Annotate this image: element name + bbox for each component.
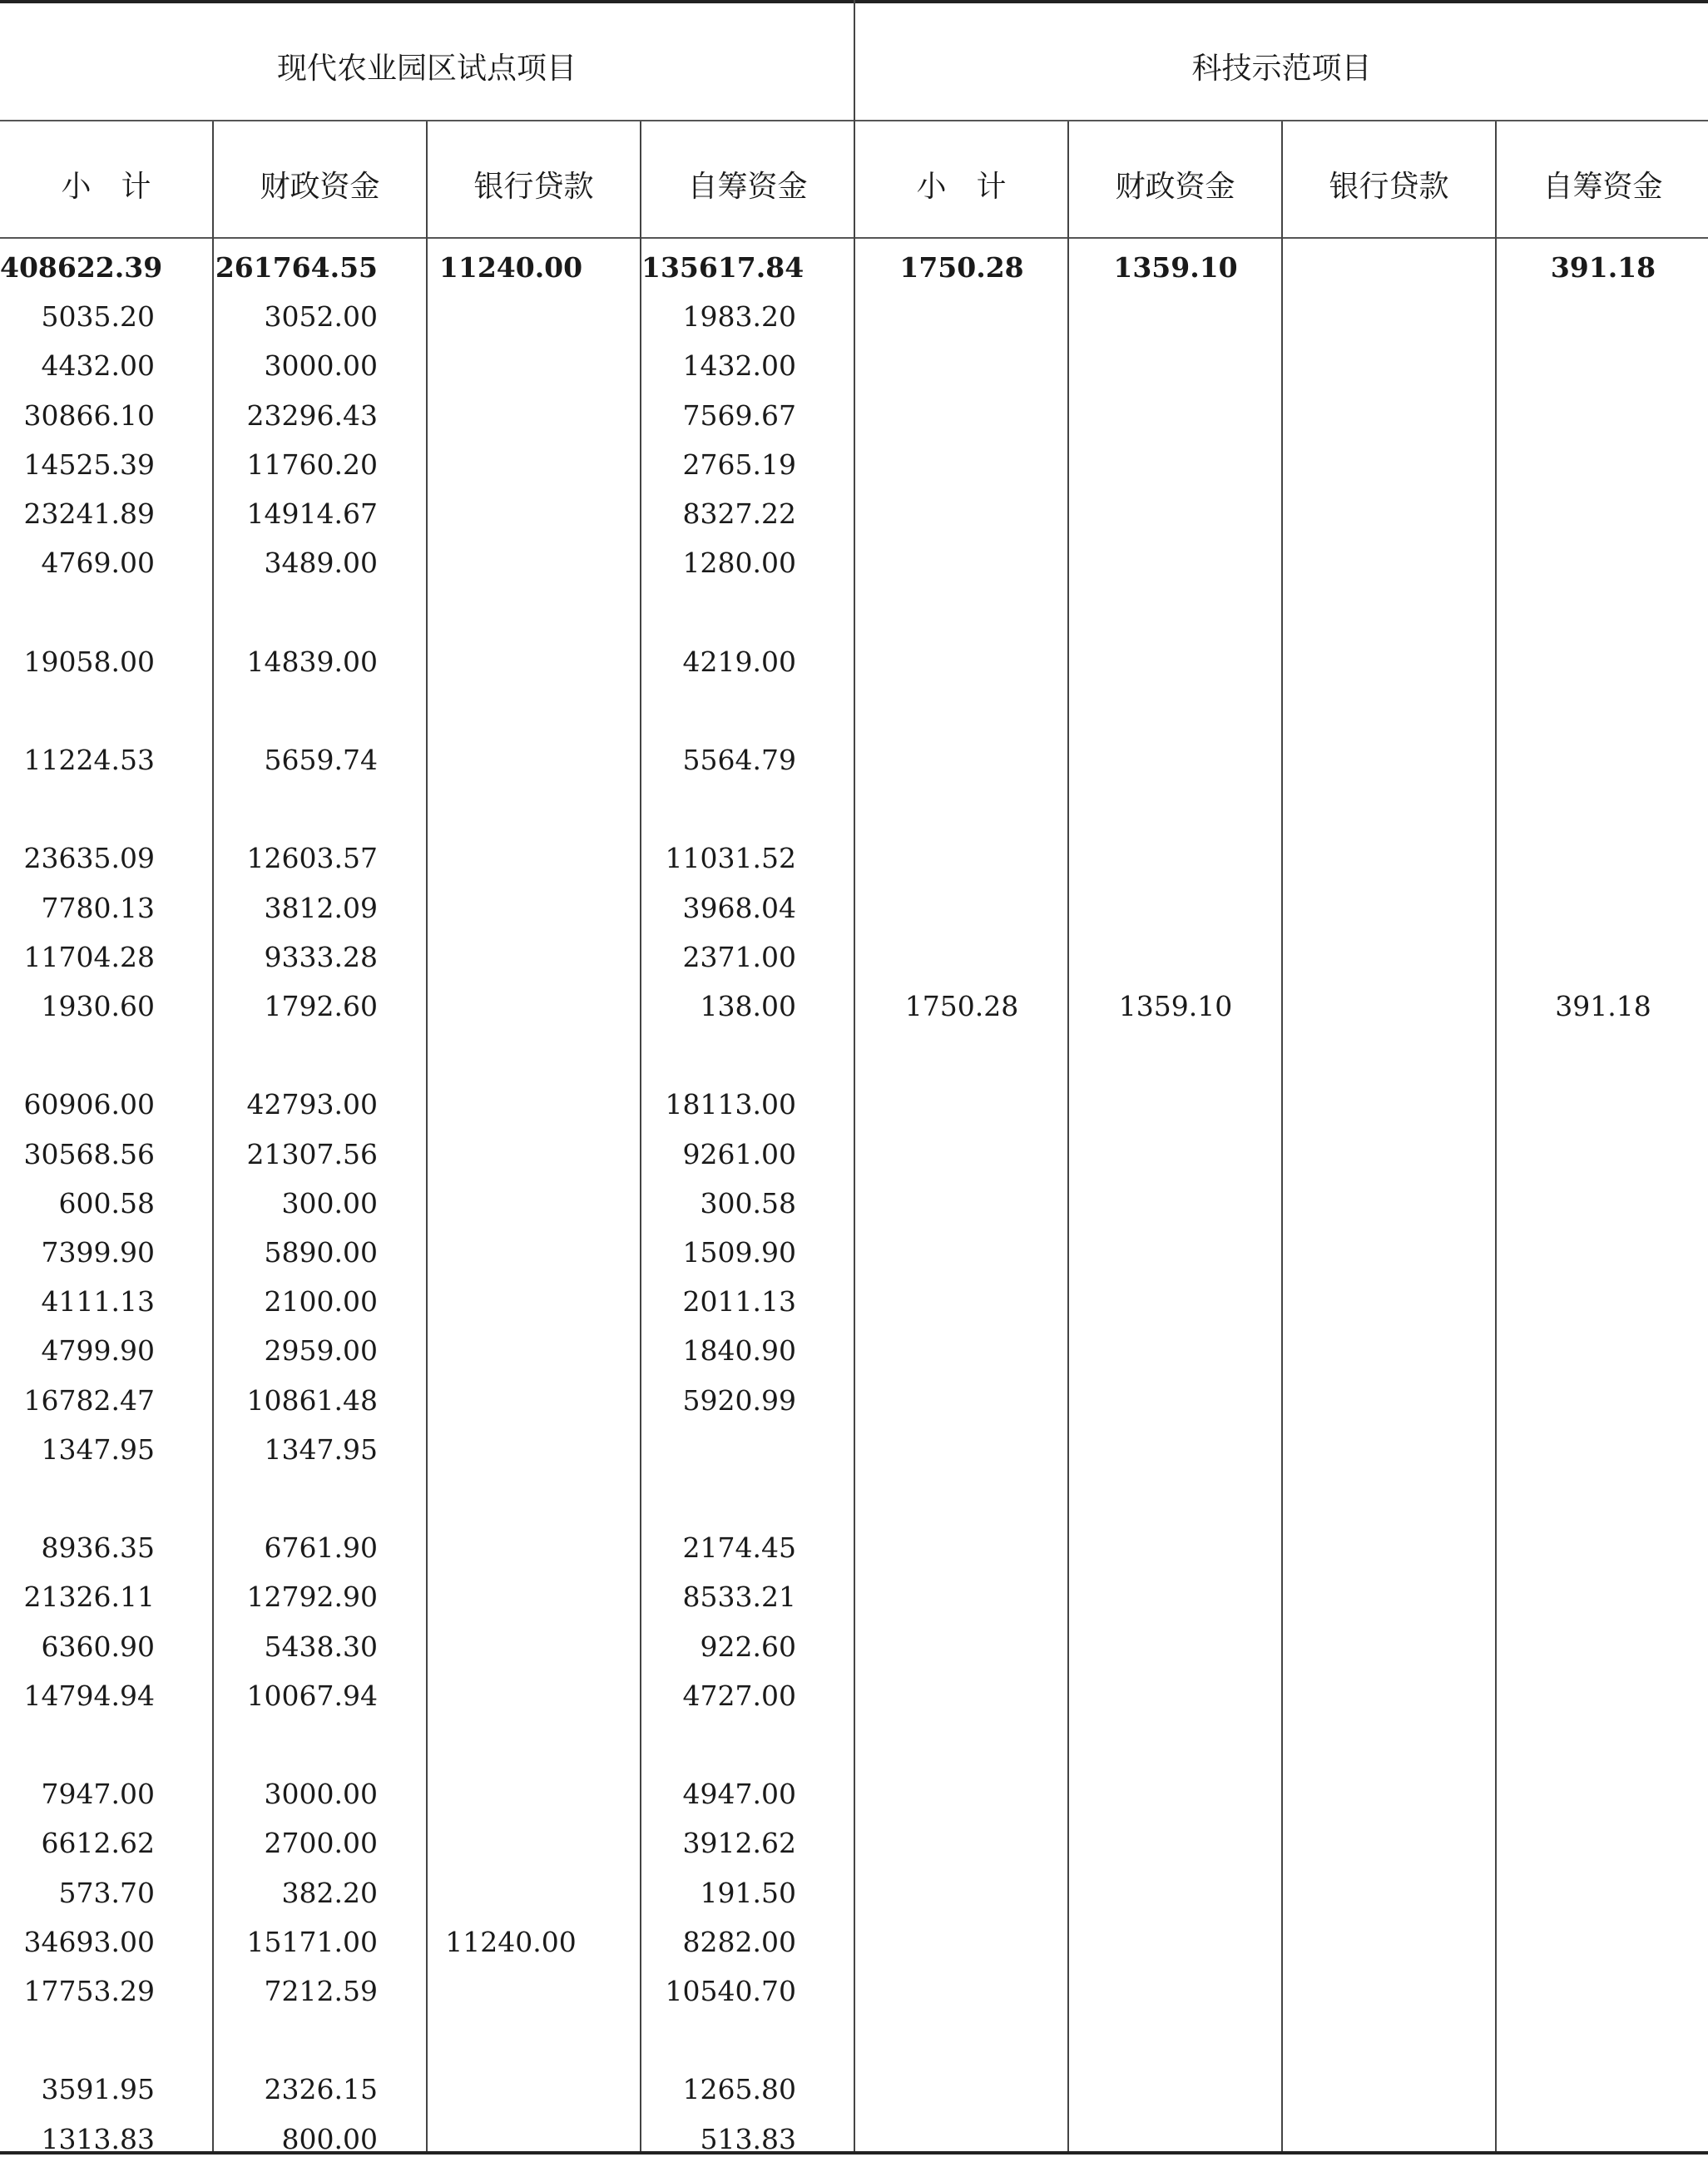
- cell-self-raised: 922.60: [700, 1630, 796, 1663]
- cell-fiscal: 2326.15: [264, 2073, 378, 2106]
- cell-subtotal: 21326.11: [23, 1581, 155, 1614]
- cell-fiscal: 15171.00: [246, 1925, 378, 1958]
- cell-subtotal: 1347.95: [41, 1432, 155, 1466]
- cell-self-raised: 3912.62: [682, 1827, 796, 1860]
- cell-fiscal: 23296.43: [246, 398, 378, 432]
- cell-fiscal: 9333.28: [264, 940, 378, 973]
- cell-fiscal: 800.00: [281, 2122, 378, 2155]
- cell-subtotal: 600.58: [58, 1186, 155, 1219]
- cell-subtotal: 14525.39: [23, 448, 155, 481]
- cell-self-raised: 5920.99: [682, 1383, 796, 1417]
- cell-self-raised: 300.58: [700, 1186, 796, 1219]
- column-divider: [1067, 121, 1069, 2151]
- column-header-bank-loan: 银行贷款: [1329, 170, 1449, 204]
- cell-fiscal: 1792.60: [264, 990, 378, 1022]
- cell-fiscal: 21307.56: [246, 1137, 378, 1170]
- cell-self-raised: 3968.04: [682, 891, 796, 924]
- cell-fiscal: 261764.55: [215, 251, 378, 284]
- cell-fiscal: 7212.59: [264, 1975, 378, 2007]
- group-title-tech-demo: 科技示范项目: [1191, 52, 1372, 86]
- cell-fiscal: 12603.57: [246, 842, 378, 875]
- cell-subtotal: 5035.20: [41, 300, 155, 334]
- cell-subtotal: 4432.00: [41, 349, 155, 383]
- cell-subtotal: 6360.90: [41, 1630, 155, 1663]
- cell-self-raised: 8533.21: [682, 1581, 796, 1614]
- column-divider: [426, 121, 428, 2151]
- cell-fiscal: 3052.00: [264, 300, 378, 334]
- cell-subtotal: 4111.13: [41, 1285, 155, 1318]
- cell-subtotal: 4799.90: [41, 1334, 155, 1368]
- cell-self-raised: 18113.00: [665, 1088, 796, 1121]
- cell-self-raised: 135617.84: [641, 251, 804, 284]
- column-header-subtotal: 小 计: [916, 170, 1007, 204]
- cell-fiscal: 12792.90: [246, 1581, 378, 1614]
- cell-fiscal: 5659.74: [264, 744, 378, 776]
- cell-subtotal: 23635.09: [23, 842, 155, 875]
- cell-self-raised: 191.50: [700, 1876, 796, 1909]
- cell-subtotal: 1930.60: [41, 990, 155, 1022]
- cell-self-raised: 513.83: [700, 2122, 796, 2155]
- column-divider: [1495, 121, 1497, 2151]
- cell-fiscal: 2959.00: [264, 1334, 378, 1368]
- cell-subtotal: 8936.35: [41, 1531, 155, 1565]
- cell-self-raised: 11031.52: [665, 842, 796, 875]
- cell-self-raised: 7569.67: [682, 398, 796, 432]
- cell-fiscal: 3489.00: [264, 547, 378, 580]
- column-header-bank-loan: 银行贷款: [473, 170, 594, 204]
- column-header-self-raised: 自筹资金: [687, 170, 808, 204]
- cell-self-raised: 2765.19: [682, 448, 796, 481]
- cell-subtotal: 1313.83: [41, 2122, 155, 2155]
- cell-fiscal: 3000.00: [264, 1778, 378, 1811]
- cell-subtotal: 14794.94: [23, 1679, 155, 1712]
- cell-fiscal: 10067.94: [246, 1679, 378, 1712]
- cell-self-raised: 138.00: [700, 990, 796, 1022]
- cell-tech-subtotal: 1750.28: [904, 990, 1019, 1022]
- cell-subtotal: 11704.28: [23, 940, 155, 973]
- cell-subtotal: 573.70: [58, 1876, 155, 1909]
- cell-self-raised: 4947.00: [682, 1778, 796, 1811]
- cell-subtotal: 17753.29: [23, 1975, 155, 2007]
- cell-self-raised: 5564.79: [682, 744, 796, 776]
- cell-fiscal: 3000.00: [264, 349, 378, 383]
- cell-self-raised: 4219.00: [682, 645, 796, 678]
- cell-self-raised: 1265.80: [682, 2073, 796, 2106]
- cell-subtotal: 3591.95: [41, 2073, 155, 2106]
- cell-self-raised: 2371.00: [682, 940, 796, 973]
- cell-self-raised: 1840.90: [682, 1334, 796, 1368]
- group-title-agri-park: 现代农业园区试点项目: [276, 52, 577, 86]
- cell-self-raised: 2011.13: [682, 1285, 796, 1318]
- cell-subtotal: 30866.10: [23, 398, 155, 432]
- cell-fiscal: 42793.00: [246, 1088, 378, 1121]
- cell-fiscal: 2100.00: [264, 1285, 378, 1318]
- cell-self-raised: 9261.00: [682, 1137, 796, 1170]
- cell-self-raised: 1280.00: [682, 547, 796, 580]
- cell-tech-fiscal: 1359.10: [1113, 251, 1238, 284]
- cell-fiscal: 14914.67: [246, 497, 378, 530]
- column-header-self-raised: 自筹资金: [1542, 170, 1663, 204]
- cell-subtotal: 30568.56: [23, 1137, 155, 1170]
- cell-bank-loan: 11240.00: [445, 1925, 577, 1958]
- cell-self-raised: 2174.45: [682, 1531, 796, 1565]
- cell-subtotal: 408622.39: [0, 251, 163, 284]
- cell-self-raised: 4727.00: [682, 1679, 796, 1712]
- cell-self-raised: 1432.00: [682, 349, 796, 383]
- cell-tech-subtotal: 1750.28: [899, 251, 1024, 284]
- cell-fiscal: 11760.20: [246, 448, 378, 481]
- cell-subtotal: 7780.13: [41, 891, 155, 924]
- cell-self-raised: 1509.90: [682, 1236, 796, 1269]
- cell-bank-loan: 11240.00: [438, 251, 583, 284]
- cell-tech-self-raised: 391.18: [1550, 251, 1656, 284]
- cell-self-raised: 8282.00: [682, 1925, 796, 1958]
- cell-fiscal: 1347.95: [264, 1432, 378, 1466]
- column-header-fiscal: 财政资金: [260, 170, 380, 204]
- cell-fiscal: 10861.48: [246, 1383, 378, 1417]
- cell-fiscal: 3812.09: [264, 891, 378, 924]
- cell-subtotal: 34693.00: [23, 1925, 155, 1958]
- cell-subtotal: 19058.00: [23, 645, 155, 678]
- column-divider: [1281, 121, 1283, 2151]
- cell-fiscal: 5438.30: [264, 1630, 378, 1663]
- cell-subtotal: 23241.89: [23, 497, 155, 530]
- cell-fiscal: 382.20: [281, 1876, 378, 1909]
- column-header-subtotal: 小 计: [61, 170, 151, 204]
- cell-tech-fiscal: 1359.10: [1118, 990, 1233, 1022]
- cell-tech-self-raised: 391.18: [1555, 990, 1651, 1022]
- cell-fiscal: 300.00: [281, 1186, 378, 1219]
- group-divider: [854, 0, 855, 2151]
- cell-subtotal: 16782.47: [23, 1383, 155, 1417]
- cell-subtotal: 6612.62: [41, 1827, 155, 1860]
- cell-self-raised: 10540.70: [665, 1975, 796, 2007]
- cell-self-raised: 1983.20: [682, 300, 796, 334]
- cell-subtotal: 7399.90: [41, 1236, 155, 1269]
- column-header-fiscal: 财政资金: [1115, 170, 1235, 204]
- cell-subtotal: 60906.00: [23, 1088, 155, 1121]
- cell-subtotal: 7947.00: [41, 1778, 155, 1811]
- cell-fiscal: 2700.00: [264, 1827, 378, 1860]
- cell-self-raised: 8327.22: [682, 497, 796, 530]
- cell-fiscal: 6761.90: [264, 1531, 378, 1565]
- cell-fiscal: 14839.00: [246, 645, 378, 678]
- cell-subtotal: 11224.53: [23, 744, 155, 776]
- cell-fiscal: 5890.00: [264, 1236, 378, 1269]
- cell-subtotal: 4769.00: [41, 547, 155, 580]
